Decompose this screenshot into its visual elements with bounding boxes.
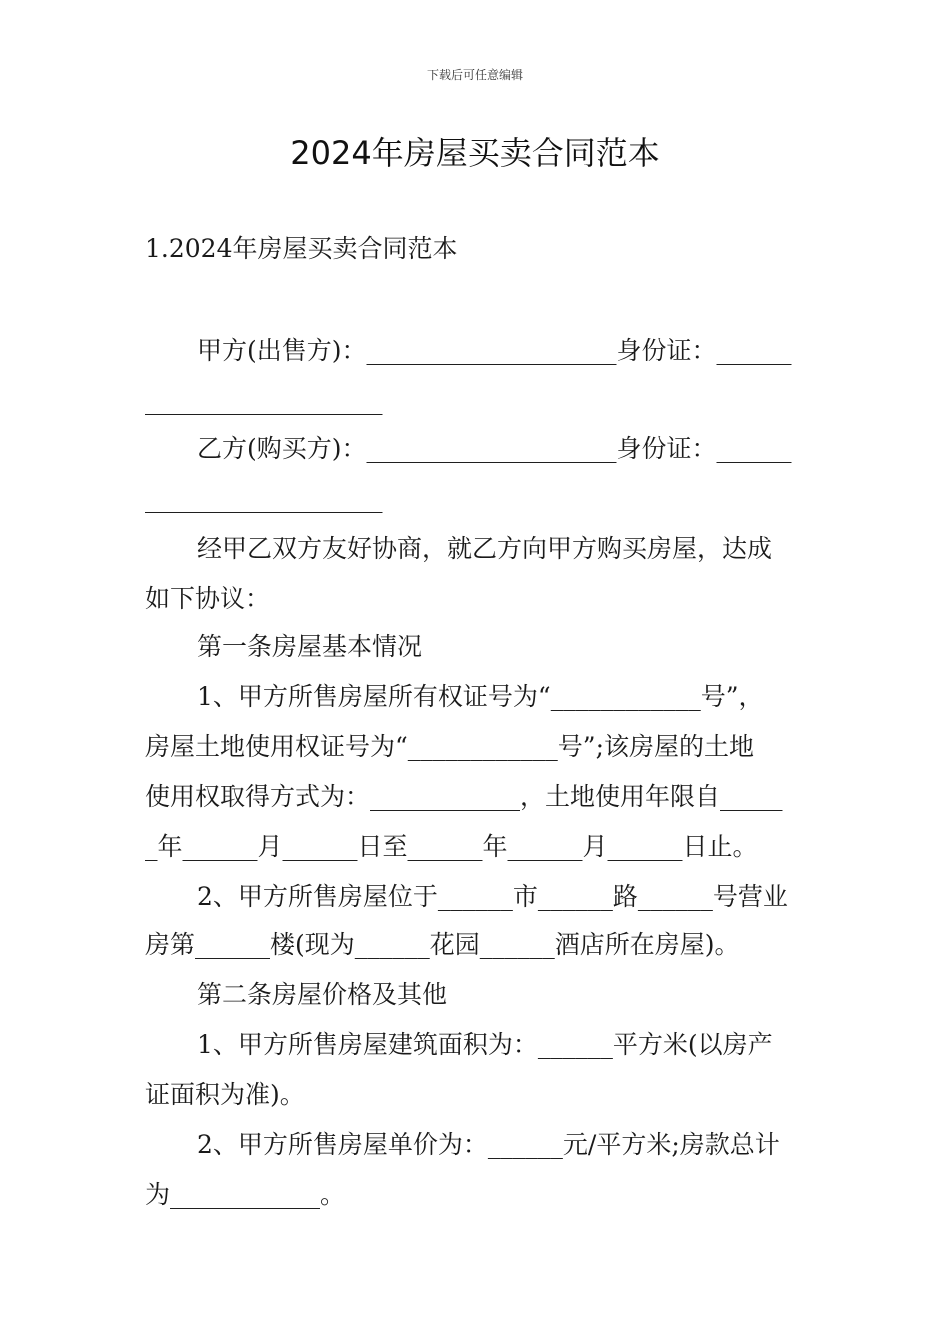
- article-two-item-2-cont: 为____________。: [145, 1180, 346, 1209]
- article-one-item-2-cont: 房第______楼(现为______花园______酒店所在房屋)。: [145, 930, 740, 959]
- agreement-intro-cont: 如下协议：: [145, 584, 271, 613]
- article-two-item-2: 2、甲方所售房屋单价为：______元/平方米;房款总计: [197, 1130, 780, 1159]
- article-two-item-1-cont: 证面积为准)。: [145, 1080, 305, 1109]
- party-b-id-continuation: ___________________: [145, 484, 383, 513]
- article-one-item-2: 2、甲方所售房屋位于______市______路______号营业: [197, 882, 788, 911]
- page-title: 2024年房屋买卖合同范本: [290, 134, 660, 172]
- party-a-id-continuation: ___________________: [145, 386, 383, 415]
- article-one-item-1: 1、甲方所售房屋所有权证号为“____________号”，: [197, 682, 764, 711]
- article-one-item-1-cont-2: 使用权取得方式为：____________，土地使用年限自_____: [145, 782, 783, 811]
- party-a-line: 甲方(出售方)：____________________身份证：______: [197, 336, 792, 365]
- article-two-heading: 第二条房屋价格及其他: [197, 980, 448, 1009]
- agreement-intro: 经甲乙双方友好协商，就乙方向甲方购买房屋，达成: [197, 534, 773, 563]
- section-heading: 1.2024年房屋买卖合同范本: [145, 234, 458, 263]
- header-note: 下载后可任意编辑: [426, 68, 523, 82]
- party-b-line: 乙方(购买方)：____________________身份证：______: [197, 434, 792, 463]
- article-two-item-1: 1、甲方所售房屋建筑面积为：______平方米(以房产: [197, 1030, 773, 1059]
- article-one-item-1-cont-3: _年______月______日至______年______月______日止。: [145, 832, 758, 861]
- article-one-item-1-cont-1: 房屋土地使用权证号为“____________号”;该房屋的土地: [145, 732, 754, 761]
- article-one-heading: 第一条房屋基本情况: [197, 632, 423, 661]
